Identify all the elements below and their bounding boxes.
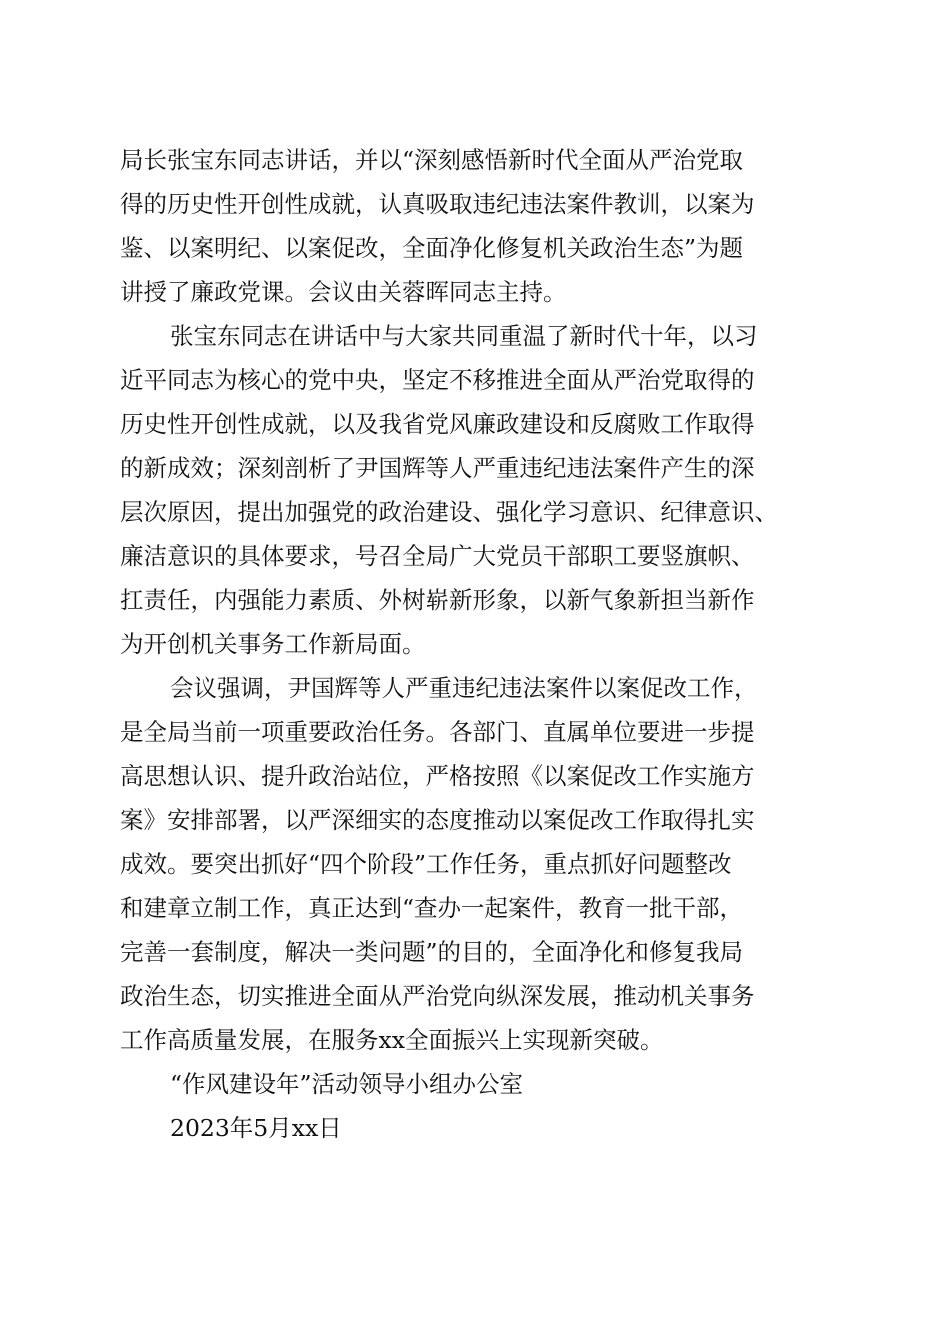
paragraph-2-line-2: 近平同志为核心的党中央，坚定不移推进全面从严治党取得的 — [120, 366, 755, 394]
paragraph-3-line-4: 案》安排部署，以严深细实的态度推动以案促改工作取得扎实 — [120, 806, 755, 834]
paragraph-2-line-3: 历史性开创性成就，以及我省党风廉政建设和反腐败工作取得 — [120, 410, 755, 438]
signature-date: 2023年5月xx日 — [170, 1114, 342, 1142]
paragraph-3-line-5: 成效。要突出抓好“四个阶段”工作任务，重点抓好问题整改 — [120, 850, 732, 878]
paragraph-2-line-1: 张宝东同志在讲话中与大家共同重温了新时代十年，以习 — [170, 322, 758, 350]
paragraph-1-line-4: 讲授了廉政党课。会议由关蓉晖同志主持。 — [120, 278, 567, 306]
paragraph-3-line-7: 完善一套制度，解决一类问题”的目的，全面净化和修复我局 — [120, 938, 744, 966]
paragraph-3-line-8: 政治生态，切实推进全面从严治党向纵深发展，推动机关事务 — [120, 982, 755, 1010]
paragraph-2-line-8: 为开创机关事务工作新局面。 — [120, 630, 426, 658]
paragraph-2-line-6: 廉洁意识的具体要求，号召全局广大党员干部职工要竖旗帜、 — [120, 542, 755, 570]
paragraph-1-line-3: 鉴、以案明纪、以案促改，全面净化修复机关政治生态”为题 — [120, 234, 744, 262]
paragraph-1-line-2: 得的历史性开创性成就，认真吸取违纪违法案件教训，以案为 — [120, 190, 755, 218]
paragraph-3-line-9: 工作高质量发展，在服务xx全面振兴上实现新突破。 — [120, 1026, 664, 1054]
paragraph-3-line-1: 会议强调，尹国辉等人严重违纪违法案件以案促改工作， — [170, 674, 758, 702]
signature-organization: “作风建设年”活动领导小组办公室 — [170, 1070, 524, 1098]
paragraph-3-line-3: 高思想认识、提升政治站位，严格按照《以案促改工作实施方 — [120, 762, 755, 790]
paragraph-1-line-1: 局长张宝东同志讲话，并以“深刻感悟新时代全面从严治党取 — [120, 146, 744, 174]
paragraph-2-line-7: 扛责任，内强能力素质、外树崭新形象，以新气象新担当新作 — [120, 586, 755, 614]
paragraph-2-line-4: 的新成效；深刻剖析了尹国辉等人严重违纪违法案件产生的深 — [120, 454, 755, 482]
paragraph-3-line-2: 是全局当前一项重要政治任务。各部门、直属单位要进一步提 — [120, 718, 755, 746]
paragraph-3-line-6: 和建章立制工作，真正达到“查办一起案件，教育一批干部， — [120, 894, 744, 922]
paragraph-2-line-5: 层次原因，提出加强党的政治建设、强化学习意识、纪律意识、 — [120, 498, 778, 526]
